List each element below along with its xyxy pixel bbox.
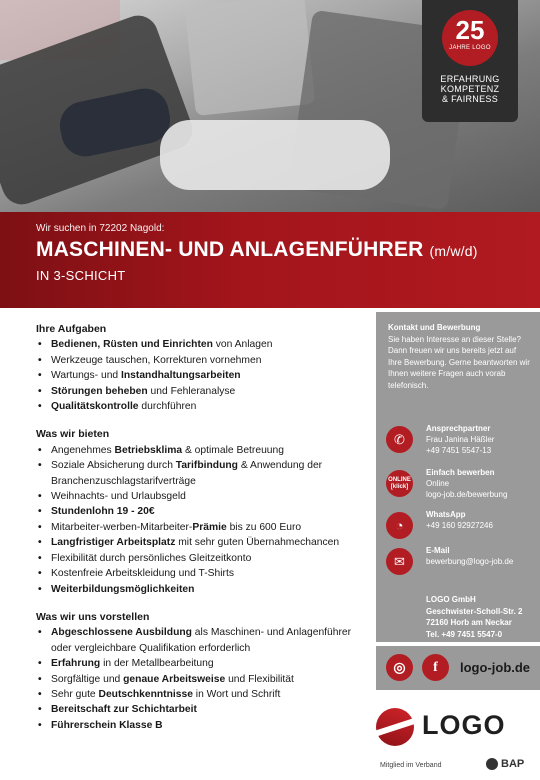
- section-heading-tasks: Ihre Aufgaben: [36, 323, 107, 335]
- company-address: LOGO GmbH Geschwister-Scholl-Str. 2 72160 Horb am Neckar Tel. +49 7451 5547-0: [426, 595, 523, 639]
- list-item: • Abgeschlossene Ausbildung als Maschinen- und Anlagenführer oder vergleichbare Qualifikation erforderlich: [36, 625, 362, 656]
- website-link[interactable]: logo-job.de: [460, 660, 531, 675]
- offer-list: [36, 443, 362, 597]
- title-band: [0, 212, 540, 308]
- list-item: • Sehr gute Deutschkenntnisse in Wort und Schrift: [36, 687, 362, 702]
- section-heading-offer: Was wir bieten: [36, 428, 110, 441]
- badge-number: 25: [455, 15, 485, 45]
- logo-mark-icon: [376, 708, 414, 746]
- expect-list: [36, 625, 362, 733]
- list-item: • Wartungs- und Instandhaltungsarbeiten: [36, 368, 362, 383]
- list-item: • Weihnachts- und Urlaubsgeld: [36, 489, 362, 504]
- contact-intro: Kontakt und Bewerbung Sie haben Interesse an dieser Stelle? Dann freuen wir uns bereits jetzt auf Ihre Bewerbung. Gerne beantworten wir Ihnen weitere Fragen auch vorab telefonisch.: [388, 323, 530, 390]
- contact-sidebar: Kontakt und Bewerbung Sie haben Interesse an dieser Stelle? Dann freuen wir uns bereits jetzt auf Ihre Bewerbung. Gerne beantworten wir Ihnen weitere Fragen auch vorab telefonisch. ✆ Ansprechpartner Frau Janina Häßler +49 7451 5547-13 ONLINE [klick] Einfach bewerben Online logo-job.de/bewerbung ◔ WhatsApp +49 160 92927246 ✉ E-Mail bewerbung@logo-job.de LOGO GmbH Geschwister-Scholl-Str. 2 72160 Horb am Neckar Tel. +49 7451 5547-0: [376, 312, 540, 642]
- job-location: Wir suchen in 72202 Nagold:: [36, 223, 165, 234]
- mail-icon[interactable]: ✉: [386, 548, 413, 575]
- list-item: • Qualitätskontrolle durchführen: [36, 399, 362, 414]
- company-logo: [374, 704, 534, 748]
- logo-wordmark: LOGO: [422, 710, 506, 740]
- online-icon[interactable]: ONLINE [klick]: [386, 470, 413, 497]
- member-label: Mitglied im Verband: [380, 762, 442, 769]
- list-item: • Mitarbeiter-werben-Mitarbeiter-Prämie bis zu 600 Euro: [36, 520, 362, 535]
- anniversary-badge: [422, 0, 518, 122]
- email-link[interactable]: bewerbung@logo-job.de: [426, 557, 514, 566]
- badge-subtitle: JAHRE LOGO: [449, 45, 491, 51]
- job-title: MASCHINEN- UND ANLAGENFÜHRER (m/w/d): [36, 238, 478, 261]
- list-item: • Langfristiger Arbeitsplatz mit sehr guten Übernahmechancen: [36, 535, 362, 550]
- list-item: • Stundenlohn 19 - 20€: [36, 504, 362, 519]
- badge-claim: ERFAHRUNG KOMPETENZ & FAIRNESS: [440, 74, 500, 104]
- facebook-icon[interactable]: f: [422, 654, 449, 681]
- list-item: • Bedienen, Rüsten und Einrichten von Anlagen: [36, 337, 362, 352]
- list-item: • Bereitschaft zur Schichtarbeit: [36, 702, 362, 717]
- tasks-list: [36, 337, 362, 414]
- hero-photo: [0, 0, 540, 212]
- instagram-icon[interactable]: ◎: [386, 654, 413, 681]
- bap-icon: [486, 758, 498, 770]
- list-item: • Weiterbildungsmöglichkeiten: [36, 582, 362, 597]
- social-bar: [376, 646, 540, 690]
- whatsapp-icon[interactable]: ◔: [386, 512, 413, 539]
- list-item: • Sorgfältige und genaue Arbeitsweise und Flexibilität: [36, 672, 362, 687]
- list-item: • Werkzeuge tauschen, Korrekturen vornehmen: [36, 353, 362, 368]
- phone-icon[interactable]: ✆: [386, 426, 413, 453]
- list-item: • Flexibilität durch persönliches Gleitzeitkonto: [36, 551, 362, 566]
- list-item: • Führerschein Klasse B: [36, 718, 362, 733]
- association-logo: BAP: [486, 758, 524, 770]
- list-item: • Kostenfreie Arbeitskleidung und T-Shirts: [36, 566, 362, 581]
- section-heading-expect: Was wir uns vorstellen: [36, 610, 150, 623]
- list-item: • Störungen beheben und Fehleranalyse: [36, 384, 362, 399]
- apply-link[interactable]: logo-job.de/bewerbung: [426, 490, 508, 499]
- job-description: [36, 322, 362, 733]
- list-item: • Soziale Absicherung durch Tarifbindung & Anwendung der Branchenzuschlagstarifverträge: [36, 458, 362, 489]
- list-item: • Erfahrung in der Metallbearbeitung: [36, 656, 362, 671]
- list-item: • Angenehmes Betriebsklima & optimale Betreuung: [36, 443, 362, 458]
- job-shift: IN 3-SCHICHT: [36, 268, 126, 283]
